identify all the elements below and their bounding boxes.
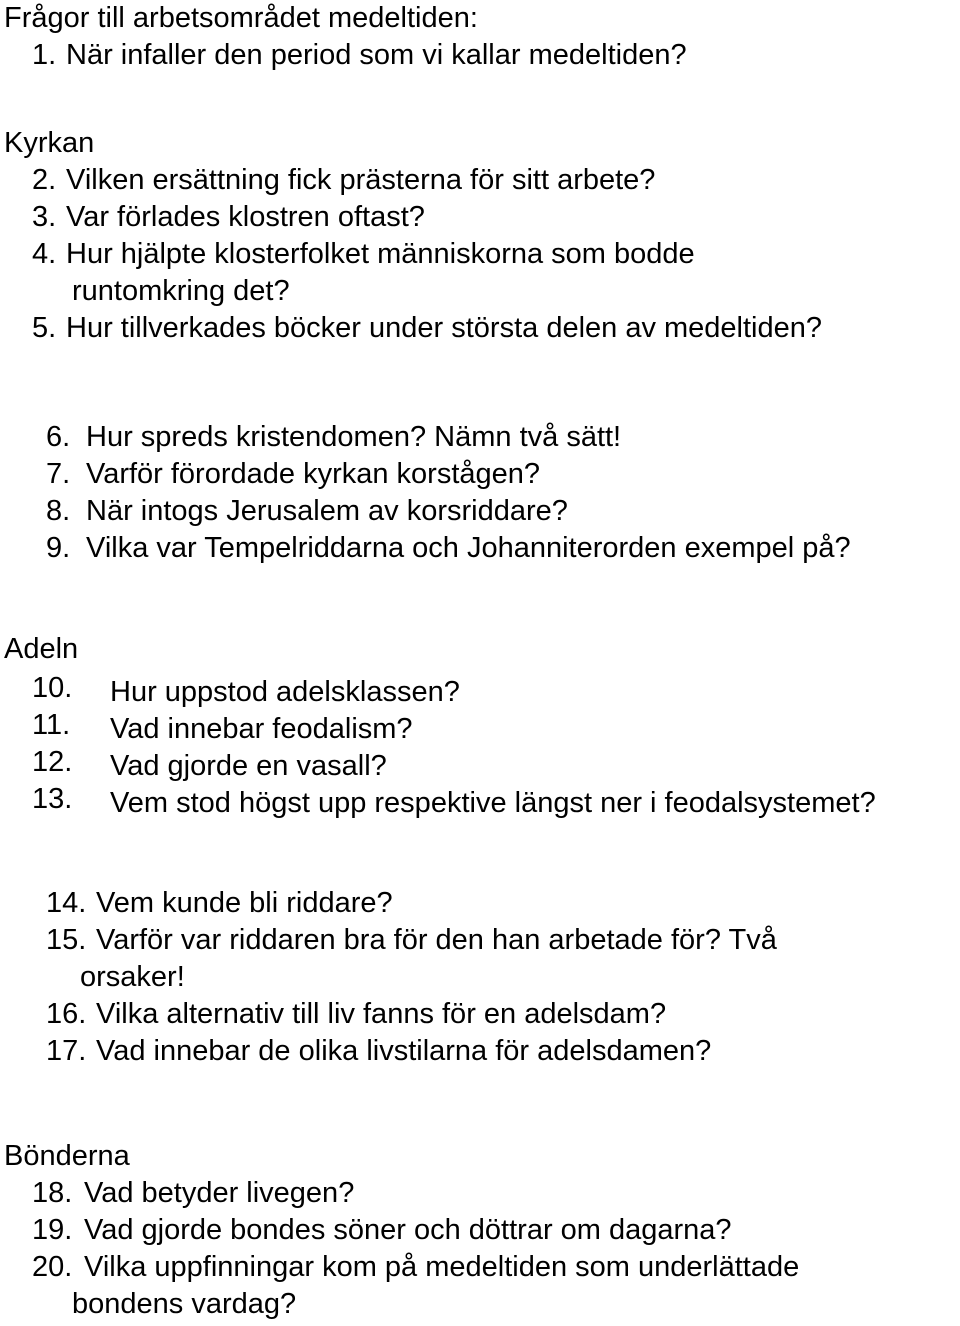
question-number: 10.	[32, 672, 73, 704]
question-number: 9.	[46, 532, 71, 564]
question-number: 7.	[46, 458, 71, 490]
question-text: Hur hjälpte klosterfolket människorna som bodde	[66, 238, 695, 270]
question-number: 1.	[32, 39, 57, 71]
question-number: 2.	[32, 164, 57, 196]
question-number: 18.	[32, 1177, 73, 1209]
question-text: När infaller den period som vi kallar medeltiden?	[66, 39, 687, 71]
question-text-continued: runtomkring det?	[72, 275, 290, 307]
question-text: Hur uppstod adelsklassen?	[110, 676, 460, 708]
question-number: 13.	[32, 783, 73, 815]
question-text: Vilken ersättning fick prästerna för sitt arbete?	[66, 164, 656, 196]
question-number: 17.	[46, 1035, 87, 1067]
question-number: 6.	[46, 421, 71, 453]
question-number: 11.	[32, 709, 71, 741]
question-text: Var förlades klostren oftast?	[66, 201, 425, 233]
question-number: 12.	[32, 746, 73, 778]
question-text: Vad gjorde bondes söner och döttrar om dagarna?	[84, 1214, 732, 1246]
question-text: Vilka alternativ till liv fanns för en adelsdam?	[96, 998, 667, 1030]
section-title-kyrkan: Kyrkan	[4, 127, 95, 159]
question-number: 15.	[46, 924, 87, 956]
question-text-continued: orsaker!	[80, 961, 185, 993]
question-text: När intogs Jerusalem av korsriddare?	[86, 495, 568, 527]
question-text: Vem kunde bli riddare?	[96, 887, 393, 919]
question-text: Hur tillverkades böcker under största delen av medeltiden?	[66, 312, 823, 344]
question-number: 19.	[32, 1214, 73, 1246]
question-text: Vad betyder livegen?	[84, 1177, 355, 1209]
question-text: Vilka uppfinningar kom på medeltiden som underlättade	[84, 1251, 800, 1283]
question-number: 5.	[32, 312, 57, 344]
question-text: Varför förordade kyrkan korstågen?	[86, 458, 541, 490]
question-text: Vilka var Tempelriddarna och Johanniterorden exempel på?	[86, 532, 851, 564]
question-text: Vad innebar de olika livstilarna för adelsdamen?	[96, 1035, 712, 1067]
question-text: Vad gjorde en vasall?	[110, 750, 387, 782]
question-text: Hur spreds kristendomen? Nämn två sätt!	[86, 421, 622, 453]
section-title-bonderna: Bönderna	[4, 1140, 130, 1172]
question-text-continued: bondens vardag?	[72, 1288, 297, 1320]
section-title-adeln: Adeln	[4, 633, 79, 665]
question-text: Varför var riddaren bra för den han arbetade för? Två	[96, 924, 777, 956]
question-number: 8.	[46, 495, 71, 527]
question-number: 16.	[46, 998, 87, 1030]
page-heading: Frågor till arbetsområdet medeltiden:	[4, 2, 478, 34]
question-number: 20.	[32, 1251, 73, 1283]
question-number: 3.	[32, 201, 57, 233]
question-number: 4.	[32, 238, 57, 270]
question-text: Vad innebar feodalism?	[110, 713, 413, 745]
question-number: 14.	[46, 887, 87, 919]
question-text: Vem stod högst upp respektive längst ner i feodalsystemet?	[110, 787, 876, 819]
